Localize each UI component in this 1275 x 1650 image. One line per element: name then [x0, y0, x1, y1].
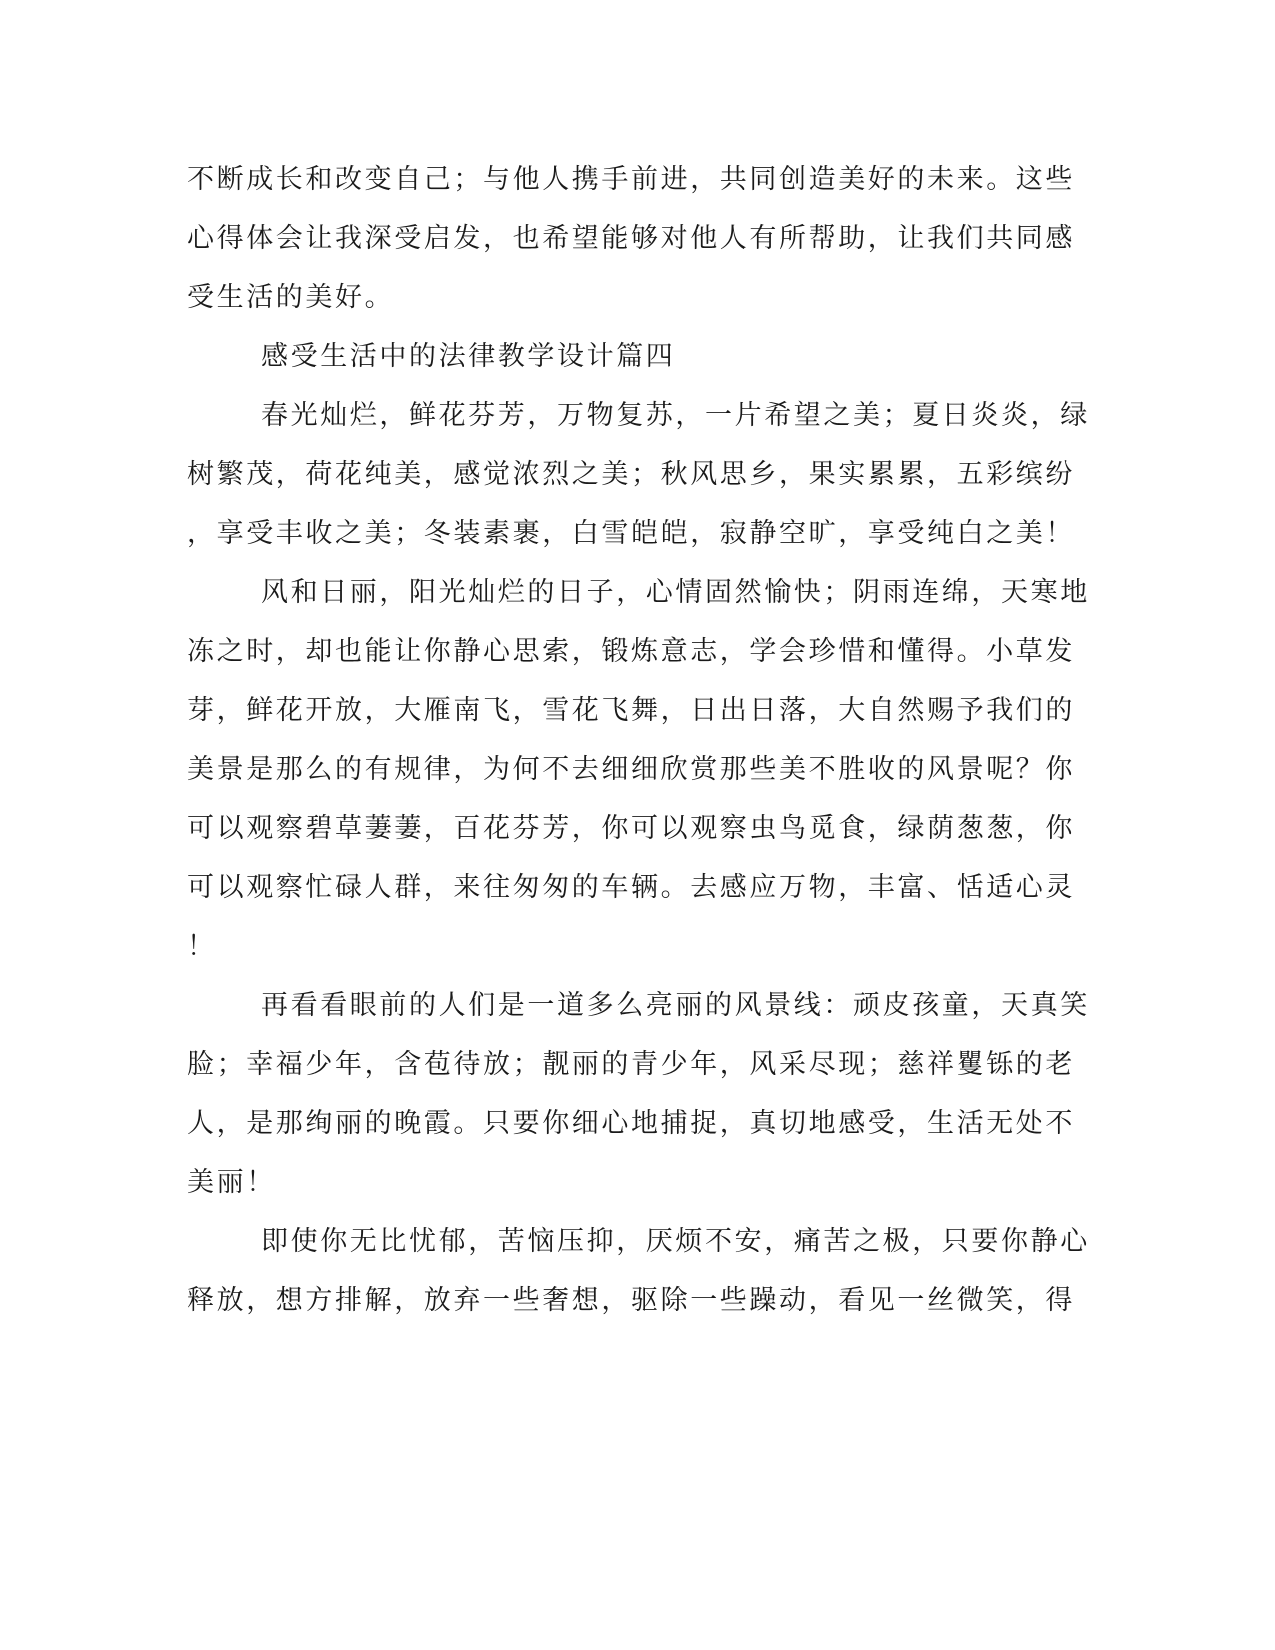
text-line: ！ [187, 931, 217, 962]
text-line: 即使你无比忧郁，苦恼压抑，厌烦不安，痛苦之极，只要你静心 [261, 1226, 1090, 1257]
text-line: 美丽！ [187, 1167, 276, 1198]
text-line: 脸；幸福少年，含苞待放；靓丽的青少年，风采尽现；慈祥矍铄的老 [187, 1049, 1075, 1080]
section-heading: 感受生活中的法律教学设计篇四 [261, 341, 676, 372]
text-line: 释放，想方排解，放弃一些奢想，驱除一些躁动，看见一丝微笑，得 [187, 1285, 1075, 1316]
text-line: 可以观察忙碌人群，来往匆匆的车辆。去感应万物，丰富、恬适心灵 [187, 872, 1075, 903]
text-line: 人，是那绚丽的晚霞。只要你细心地捕捉，真切地感受，生活无处不 [187, 1108, 1075, 1139]
text-line: 不断成长和改变自己；与他人携手前进，共同创造美好的未来。这些 [187, 164, 1075, 195]
text-line: 春光灿烂，鲜花芬芳，万物复苏，一片希望之美；夏日炎炎，绿 [261, 400, 1090, 431]
text-line: 风和日丽，阳光灿烂的日子，心情固然愉快；阴雨连绵，天寒地 [261, 577, 1090, 608]
text-line: 树繁茂，荷花纯美，感觉浓烈之美；秋风思乡，果实累累，五彩缤纷 [187, 459, 1075, 490]
text-line: 冻之时，却也能让你静心思索，锻炼意志，学会珍惜和懂得。小草发 [187, 636, 1075, 667]
text-line: ，享受丰收之美；冬装素裹，白雪皑皑，寂静空旷，享受纯白之美！ [187, 518, 1075, 549]
text-line: 芽，鲜花开放，大雁南飞，雪花飞舞，日出日落，大自然赐予我们的 [187, 695, 1075, 726]
text-line: 心得体会让我深受启发，也希望能够对他人有所帮助，让我们共同感 [187, 223, 1075, 254]
text-line: 美景是那么的有规律，为何不去细细欣赏那些美不胜收的风景呢？你 [187, 754, 1075, 785]
text-line: 受生活的美好。 [187, 282, 395, 313]
text-line: 再看看眼前的人们是一道多么亮丽的风景线：顽皮孩童，天真笑 [261, 990, 1090, 1021]
text-line: 可以观察碧草萋萋，百花芬芳，你可以观察虫鸟觅食，绿荫葱葱，你 [187, 813, 1075, 844]
